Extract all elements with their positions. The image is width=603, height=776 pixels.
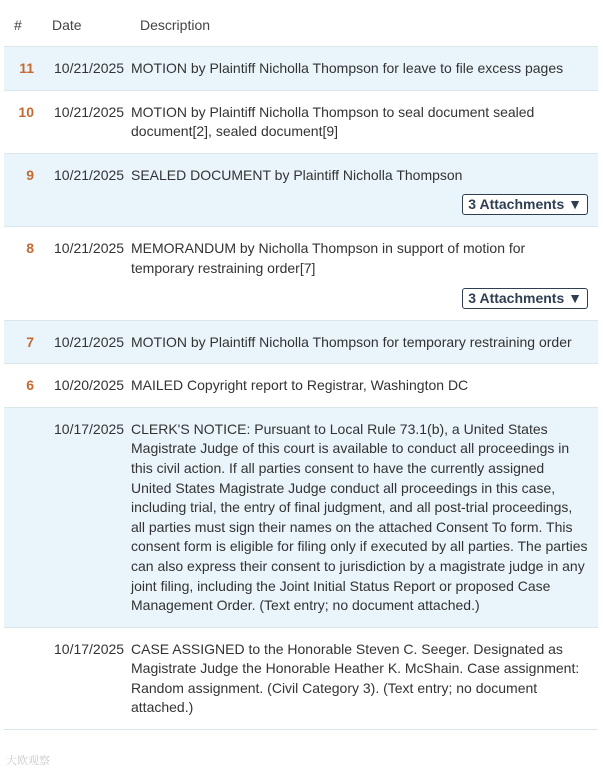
entry-date: 10/17/2025 xyxy=(54,420,125,437)
docket-entry xyxy=(4,154,598,228)
docket-entry xyxy=(4,364,598,408)
entry-number[interactable]: 6 xyxy=(26,377,34,394)
entry-number[interactable]: 9 xyxy=(26,166,34,183)
docket-entry xyxy=(4,628,598,730)
entry-description: MAILED Copyright report to Registrar, Washington DC xyxy=(131,377,469,394)
entry-description: MOTION by Plaintiff Nicholla Thompson for leave to file excess pages xyxy=(131,60,564,76)
entry-number[interactable]: 8 xyxy=(26,240,34,257)
docket-entry xyxy=(4,321,598,365)
docket-table xyxy=(4,4,598,730)
docket-entry xyxy=(4,91,598,154)
entry-description: SEALED DOCUMENT by Plaintiff Nicholla Thompson xyxy=(131,166,463,183)
entry-date: 10/20/2025 xyxy=(54,377,125,394)
header-description: Description xyxy=(140,17,211,33)
entry-description: MEMORANDUM by Nicholla Thompson in support of motion for temporary restraining order[7] xyxy=(131,240,526,276)
entry-date: 10/21/2025 xyxy=(54,240,125,257)
entry-description: CASE ASSIGNED to the Honorable Steven C. Seeger. Designated as Magistrate Judge the Honorable Heather K. McShain. Case assignment: Random assignment. (Civil Category 3). (Text entry; no document attached.) xyxy=(131,640,580,716)
entry-date: 10/17/2025 xyxy=(54,640,125,657)
docket-entry xyxy=(4,47,598,91)
entry-number[interactable]: 11 xyxy=(19,60,34,76)
entry-date: 10/21/2025 xyxy=(54,60,125,76)
attachments-dropdown-button[interactable]: 3 Attachments ▼ xyxy=(462,194,588,215)
docket-header xyxy=(4,4,598,47)
docket-entry xyxy=(4,408,598,628)
entry-description: CLERK'S NOTICE: Pursuant to Local Rule 73.1(b), a United States Magistrate Judge of this court is available to conduct all proceedings in this civil action. If all parties consent to have the currently assigned United States Magistrate Judge conduct all proceedings in this case, including trial, the entry of final judgment, and all post-trial proceedings, all parties must sign their names on the attached Consent To form. This consent form is eligible for filing only if executed by all parties. The parties can also express their consent to jurisdiction by a magistrate judge in any joint filing, including the Joint Initial Status Report or proposed Case Management Order. (Text entry; no document attached.) xyxy=(131,420,588,614)
entry-number[interactable]: 10 xyxy=(18,103,34,120)
entry-number[interactable]: 7 xyxy=(26,333,34,350)
entry-date: 10/21/2025 xyxy=(54,333,125,350)
entry-description: MOTION by Plaintiff Nicholla Thompson to seal document sealed document[2], sealed document[9] xyxy=(131,103,535,140)
attachments-dropdown-button[interactable]: 3 Attachments ▼ xyxy=(462,288,588,309)
header-number: # xyxy=(14,17,22,33)
entry-description: MOTION by Plaintiff Nicholla Thompson for temporary restraining order xyxy=(131,333,572,350)
watermark: 大欧观察 xyxy=(6,755,50,767)
entry-date: 10/21/2025 xyxy=(54,166,125,183)
docket-entry xyxy=(4,227,598,320)
header-date: Date xyxy=(52,17,82,33)
entry-date: 10/21/2025 xyxy=(54,103,125,120)
